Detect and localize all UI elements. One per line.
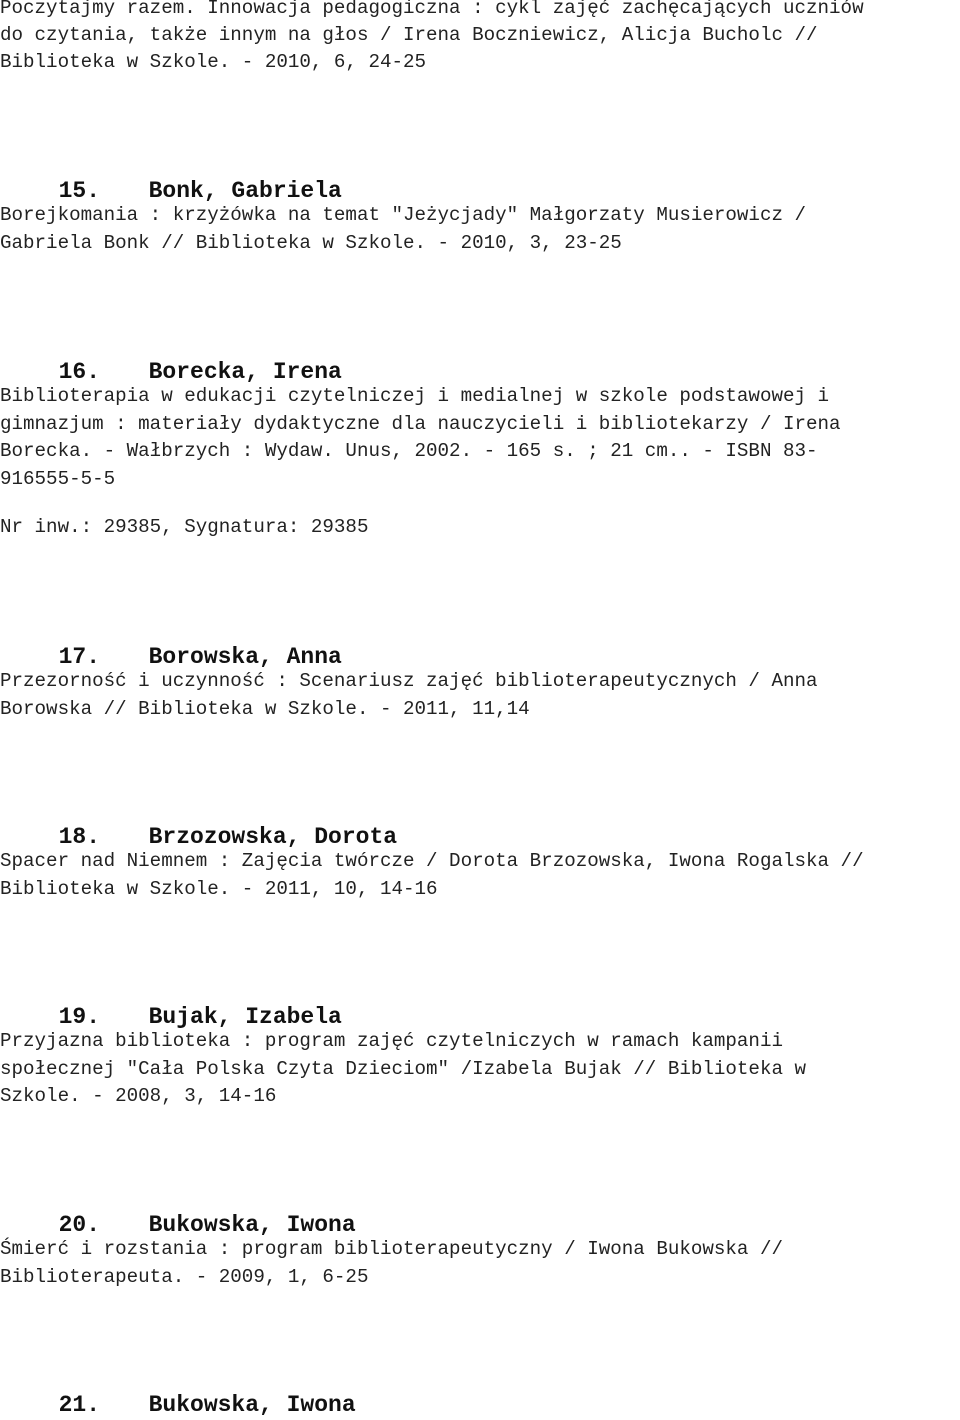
entry-line: Biblioteka w Szkole. - 2011, 10, 14-16 bbox=[0, 878, 438, 900]
entry-line: gimnazjum : materiały dydaktyczne dla nauczycieli i bibliotekarzy / Irena bbox=[0, 413, 841, 435]
entry-inventory: Nr inw.: 29385, Sygnatura: 29385 bbox=[0, 516, 369, 538]
entry-heading bbox=[31, 327, 342, 387]
entry-line: społecznej "Cała Polska Czyta Dzieciom" /Izabela Bujak // Biblioteka w bbox=[0, 1058, 807, 1080]
entry-line: Borecka. - Wałbrzych : Wydaw. Unus, 2002. - 165 s. ; 21 cm.. - ISBN 83- bbox=[0, 440, 818, 462]
entry-heading bbox=[31, 612, 342, 672]
entry-author: Bukowska, Iwona bbox=[148, 1212, 356, 1238]
entry-heading bbox=[31, 146, 342, 206]
entry-heading bbox=[31, 1180, 356, 1240]
entry-number: 21. bbox=[58, 1392, 101, 1418]
entry-author: Bujak, Izabela bbox=[148, 1004, 342, 1030]
entry-author: Brzozowska, Dorota bbox=[148, 824, 398, 850]
entry-author: Borecka, Irena bbox=[148, 359, 342, 385]
entry-number: 16. bbox=[58, 359, 101, 385]
entry-line: Gabriela Bonk // Biblioteka w Szkole. - 2010, 3, 23-25 bbox=[0, 232, 622, 254]
entry-line: Śmierć i rozstania : program biblioterapeutyczny / Iwona Bukowska // bbox=[0, 1238, 783, 1260]
entry-author: Borowska, Anna bbox=[148, 644, 342, 670]
entry-line: Biblioterapeuta. - 2009, 1, 6-25 bbox=[0, 1266, 369, 1288]
entry-line: Przezorność i uczynność : Scenariusz zajęć biblioterapeutycznych / Anna bbox=[0, 670, 818, 692]
intro-line: do czytania, także innym na głos / Irena Boczniewicz, Alicja Bucholc // bbox=[0, 24, 818, 46]
entry-number: 17. bbox=[58, 644, 101, 670]
entry-number: 20. bbox=[58, 1212, 101, 1238]
entry-line: Spacer nad Niemnem : Zajęcia twórcze / Dorota Brzozowska, Iwona Rogalska // bbox=[0, 850, 864, 872]
entry-heading bbox=[31, 972, 342, 1032]
entry-author: Bonk, Gabriela bbox=[148, 178, 342, 204]
intro-line: Poczytajmy razem. Innowacja pedagogiczna : cykl zajęć zachęcających uczniów bbox=[0, 0, 864, 19]
entry-heading bbox=[31, 1360, 356, 1420]
entry-line: Biblioterapia w edukacji czytelniczej i medialnej w szkole podstawowej i bbox=[0, 385, 830, 407]
entry-heading bbox=[31, 792, 397, 852]
entry-line: Szkole. - 2008, 3, 14-16 bbox=[0, 1085, 277, 1107]
entry-author: Bukowska, Iwona bbox=[148, 1392, 356, 1418]
entry-line: Przyjazna biblioteka : program zajęć czytelniczych w ramach kampanii bbox=[0, 1030, 783, 1052]
entry-line: Borejkomania : krzyżówka na temat "Jeżycjady" Małgorzaty Musierowicz / bbox=[0, 204, 807, 226]
entry-number: 19. bbox=[58, 1004, 101, 1030]
entry-line: 916555-5-5 bbox=[0, 468, 116, 490]
entry-line: Borowska // Biblioteka w Szkole. - 2011, 11,14 bbox=[0, 698, 530, 720]
intro-line: Biblioteka w Szkole. - 2010, 6, 24-25 bbox=[0, 51, 427, 73]
entry-number: 18. bbox=[58, 824, 101, 850]
entry-number: 15. bbox=[58, 178, 101, 204]
